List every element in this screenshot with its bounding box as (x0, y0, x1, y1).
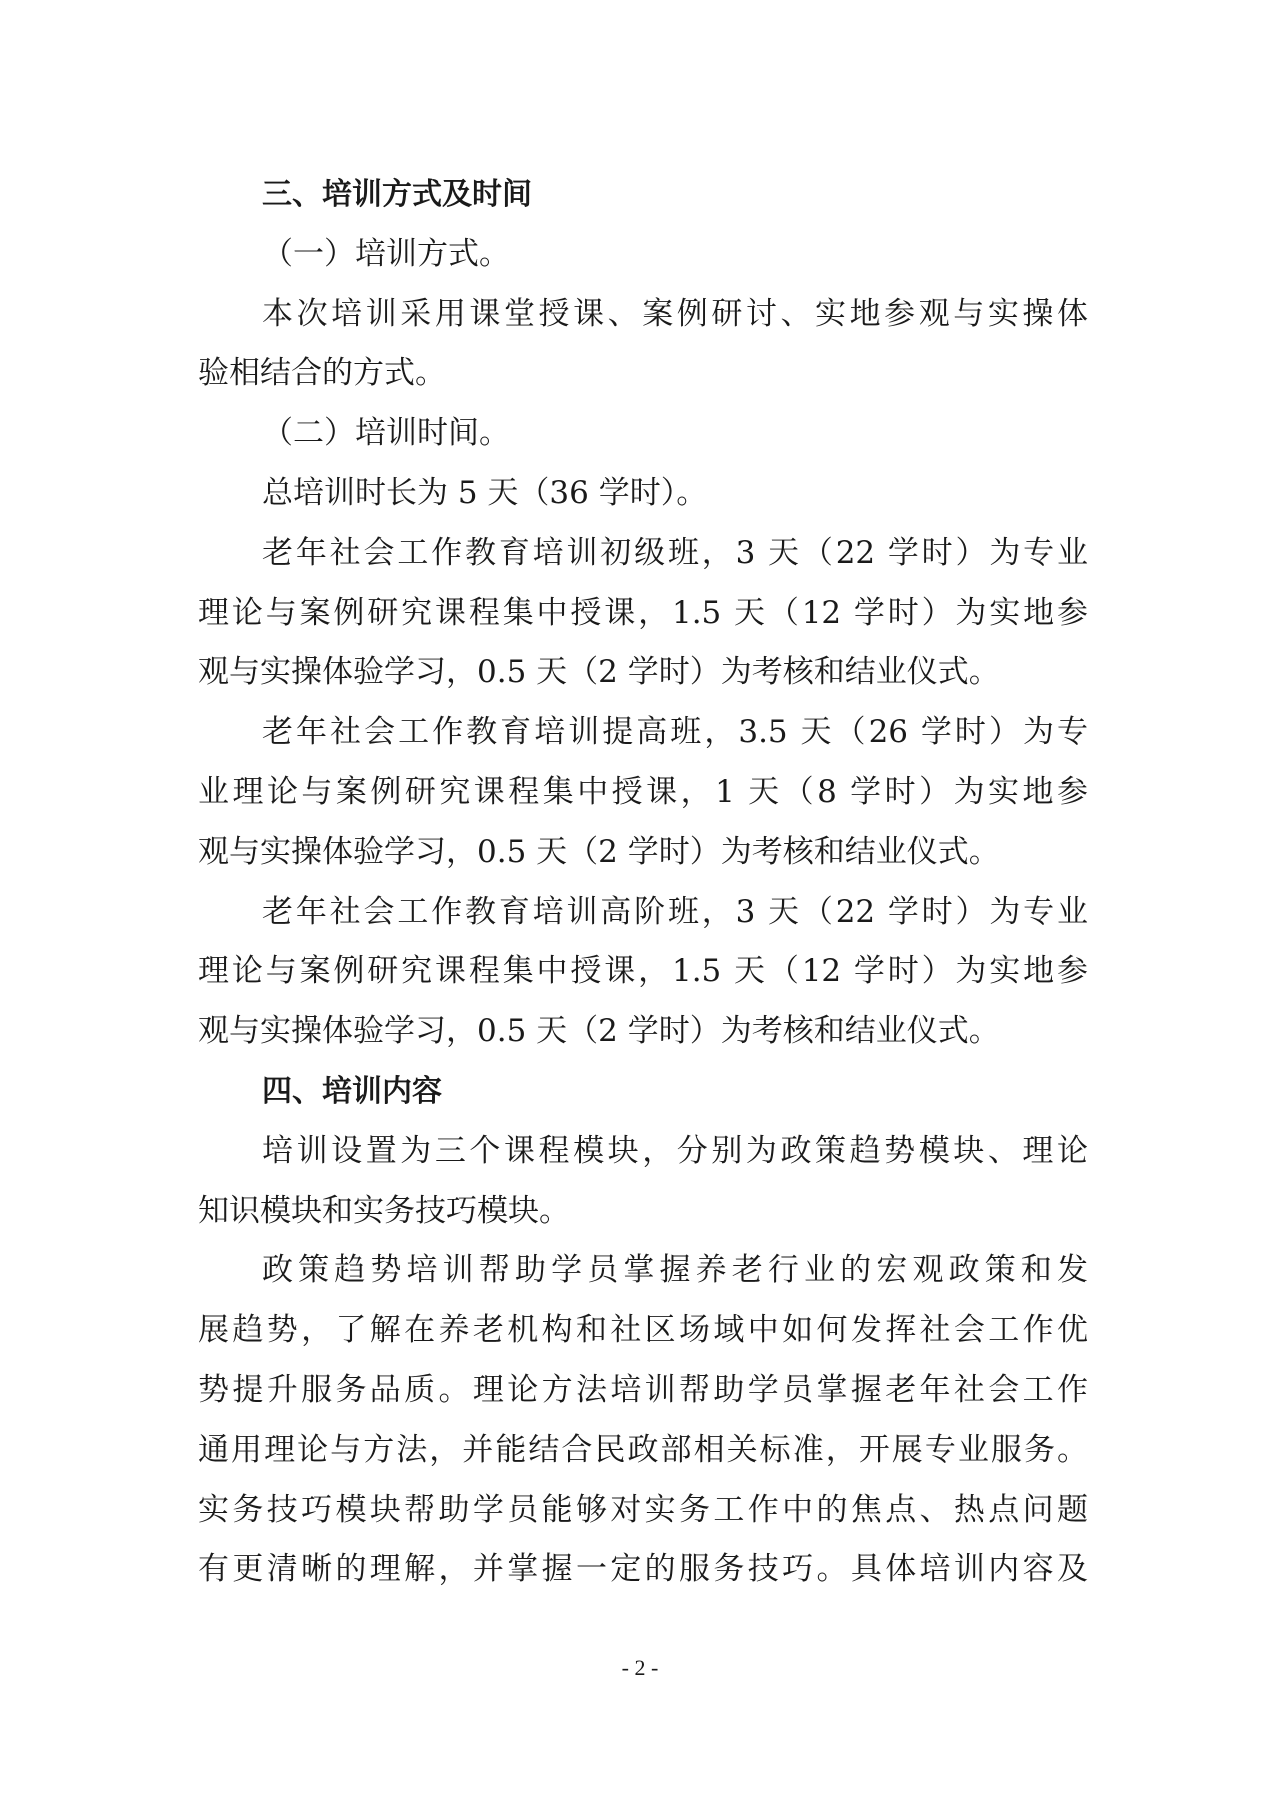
subsection-2-heading: （二）培训时间。 (262, 415, 510, 452)
paragraph-line: 政策趋势培训帮助学员掌握养老行业的宏观政策和发 (262, 1252, 1088, 1289)
paragraph-line: 观与实操体验学习，0.5 天（2 学时）为考核和结业仪式。 (198, 654, 1000, 691)
paragraph-line: 理论与案例研究课程集中授课，1.5 天（12 学时）为实地参 (198, 953, 1088, 990)
paragraph-line: 实务技巧模块帮助学员能够对实务工作中的焦点、热点问题 (198, 1491, 1088, 1528)
training-method-paragraph (198, 285, 1088, 405)
modules-detail-paragraph (198, 1241, 1088, 1600)
paragraph-line: 观与实操体验学习，0.5 天（2 学时）为考核和结业仪式。 (198, 1013, 1000, 1050)
paragraph-line: 老年社会工作教育培训初级班，3 天（22 学时）为专业 (262, 534, 1088, 571)
subsection-1-heading: （一）培训方式。 (262, 235, 510, 272)
paragraph-line: 验相结合的方式。 (198, 355, 446, 392)
paragraph-line: 通用理论与方法，并能结合民政部相关标准，开展专业服务。 (198, 1431, 1088, 1468)
paragraph-line: 本次培训采用课堂授课、案例研讨、实地参观与实操体 (262, 295, 1088, 332)
paragraph-line: 老年社会工作教育培训高阶班，3 天（22 学时）为专业 (262, 893, 1088, 930)
modules-intro-paragraph (198, 1122, 1088, 1242)
paragraph-line: 理论与案例研究课程集中授课，1.5 天（12 学时）为实地参 (198, 594, 1088, 631)
section-3-heading: 三、培训方式及时间 (262, 177, 532, 212)
paragraph-line: 观与实操体验学习，0.5 天（2 学时）为考核和结业仪式。 (198, 833, 1000, 870)
senior-class-paragraph (198, 883, 1088, 1062)
page-number: - 2 - (621, 1655, 659, 1680)
paragraph-line: 知识模块和实务技巧模块。 (198, 1192, 570, 1229)
paragraph-line: 培训设置为三个课程模块，分别为政策趋势模块、理论 (262, 1132, 1088, 1169)
section-4-heading: 四、培训内容 (262, 1073, 442, 1109)
beginner-class-paragraph (198, 524, 1088, 703)
document-page (198, 165, 1088, 1600)
paragraph-line: 势提升服务品质。理论方法培训帮助学员掌握老年社会工作 (198, 1371, 1088, 1408)
total-duration-paragraph: 总培训时长为 5 天（36 学时）。 (262, 474, 708, 511)
paragraph-line: 业理论与案例研究课程集中授课，1 天（8 学时）为实地参 (198, 773, 1088, 810)
paragraph-line: 老年社会工作教育培训提高班，3.5 天（26 学时）为专 (262, 714, 1088, 751)
paragraph-line: 展趋势，了解在养老机构和社区场域中如何发挥社会工作优 (198, 1312, 1088, 1349)
advanced-class-paragraph (198, 703, 1088, 882)
paragraph-line: 有更清晰的理解，并掌握一定的服务技巧。具体培训内容及 (198, 1551, 1088, 1588)
